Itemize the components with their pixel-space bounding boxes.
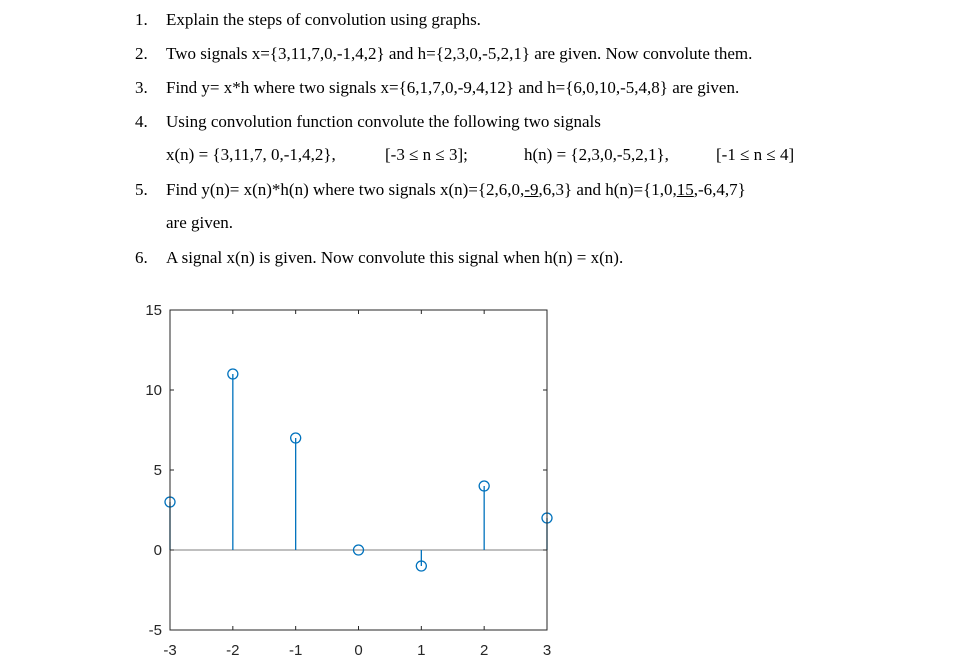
y-axis [145, 302, 547, 639]
y-tick-label: 15 [145, 302, 162, 319]
question-text: Find y= x*h where two signals x={6,1,7,0,-9,4,12} and h={6,0,10,-5,4,8} are given. [166, 78, 740, 97]
h-signal-range: [-1 ≤ n ≤ 4] [716, 145, 795, 164]
question-text: Using convolution function convolute the following two signals [166, 112, 601, 131]
question-text: Explain the steps of convolution using graphs. [166, 10, 481, 29]
question-5-continuation: are given. [166, 213, 234, 232]
x-axis [163, 310, 551, 659]
x-tick-label: 0 [354, 642, 363, 659]
plot-frame [170, 310, 547, 630]
x-tick-label: 3 [542, 642, 552, 659]
x-tick-label: -2 [226, 642, 240, 659]
question-number: 2. [135, 44, 148, 63]
y-tick-label: 5 [153, 462, 162, 479]
question-text: Two signals x={3,11,7,0,-1,4,2} and h={2,3,0,-5,2,1} are given. Now convolute them. [166, 44, 753, 63]
question-text-part: ,-6,4,7} [693, 180, 746, 199]
question-number: 5. [135, 180, 148, 199]
question-text-part: ,6,3} and h(n)={1,0, [538, 180, 677, 199]
y-tick-label: 10 [145, 382, 162, 399]
question-number: 4. [135, 112, 148, 131]
x-tick-label: 2 [479, 642, 489, 659]
underlined-value: 15 [676, 180, 694, 199]
question-number: 1. [135, 10, 148, 29]
x-tick-label: -1 [288, 642, 303, 659]
x-signal-definition: x(n) = {3,11,7, 0,-1,4,2}, [166, 145, 336, 164]
x-tick-label: 1 [417, 642, 426, 659]
h-signal-definition: h(n) = {2,3,0,-5,2,1}, [524, 145, 669, 164]
stem-series [165, 369, 552, 571]
x-tick-label: -3 [163, 642, 177, 659]
x-signal-range: [-3 ≤ n ≤ 3]; [385, 145, 468, 164]
question-text-part: Find y(n)= x(n)*h(n) where two signals x(n)={2,6,0, [166, 180, 525, 199]
question-text: A signal x(n) is given. Now convolute this signal when h(n) = x(n). [166, 248, 624, 267]
underlined-value: -9 [524, 180, 539, 199]
y-tick-label: 0 [153, 542, 162, 559]
y-tick-label: -5 [148, 622, 162, 639]
question-number: 6. [135, 248, 148, 267]
question-number: 3. [135, 78, 148, 97]
